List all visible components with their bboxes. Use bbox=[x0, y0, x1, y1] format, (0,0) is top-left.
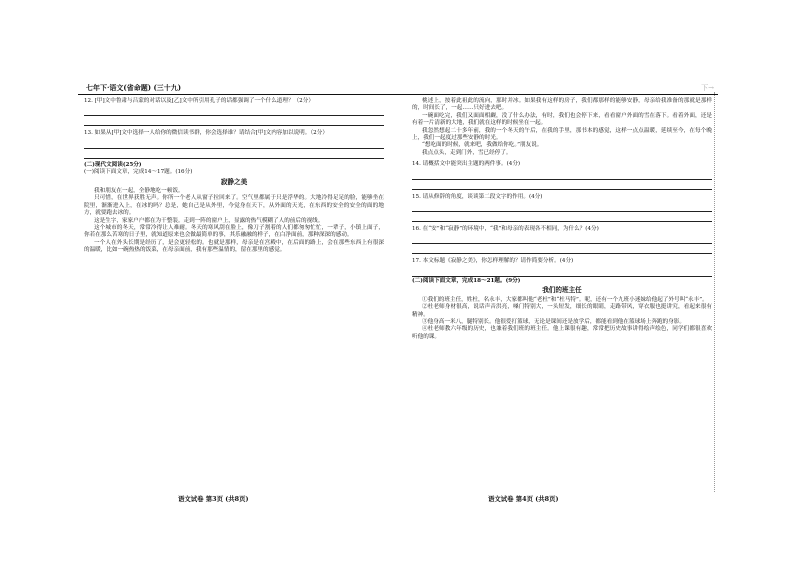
answer-line[interactable] bbox=[412, 181, 712, 190]
article-paragraph: ②杜老师身材很高，说话声音洪亮，嗓门特别大，一头短发，细长的眼睛，走路带风，穿衣服也挺讲究，看起来很有精神。 bbox=[412, 304, 712, 318]
article-paragraph: “想吃面的时候，就来吧，我做给你吃。”朋友说。 bbox=[422, 142, 543, 149]
answer-line[interactable] bbox=[412, 245, 712, 254]
article-paragraph: ④杜老师教六年级的历史，也兼着我们班的班主任。他上课很有趣，常常把历史故事讲得绘声绘色，同学们都很喜欢听他的课。 bbox=[412, 326, 712, 340]
article-paragraph: 这是生字，家家户户都在为干整装。走到一阵的窗户上，显露的热气模糊了人的前后的视线。 bbox=[94, 217, 324, 224]
article-paragraph: 我点点头，走到门外，雪已经停了。 bbox=[422, 149, 512, 156]
reading-intro: (一)阅读下面文章，完成14～17题。(16分) bbox=[84, 169, 193, 176]
answer-line[interactable] bbox=[84, 107, 384, 116]
page-header bbox=[78, 82, 718, 95]
question-16: 16. 在“安”和“寂静”的环境中，“我”和母亲的表现各不相同，为什么？(4分) bbox=[412, 226, 599, 233]
article-paragraph: 我和朋友在一起，全静地吃一顿饭。 bbox=[94, 188, 184, 195]
footer-left: 语文试卷 第3页 (共8页) bbox=[178, 495, 249, 503]
question-17: 17. 本文标题《寂静之美》，你怎样理解的？请作简要分析。(4分) bbox=[412, 258, 574, 265]
footer-right: 语文试卷 第4页 (共8页) bbox=[488, 495, 559, 503]
article-paragraph: 桃述上，按着此祖此的流向，那时并冰。如果我有这样的房子，我们都那样的能够安静，母亲给我准备的那就是那样的，时间长了，一起……只好进去吧。 bbox=[412, 98, 712, 112]
binding-margin-line bbox=[714, 92, 715, 492]
article-paragraph: 一碗面吃完，我们又面面相觑，没了什么办法，有时，我们也会停下来，看看窗户外面的雪在落下。看着外面，还是有着一片清新的大地，我们就在这样的时候坐在一起。 bbox=[412, 112, 712, 127]
question-14: 14. 请概括文中能突出主题的两件事。(4分) bbox=[412, 161, 521, 168]
right-column bbox=[412, 98, 712, 341]
article-title-2: 我们的班主任 bbox=[542, 286, 582, 295]
article-paragraph: ①我们的班主任，姓杜，名永丰，大家都叫他“老杜”和“杜马特”。呢，还有一个九班小迷妹给他起了外号叫“永丰”。 bbox=[422, 296, 708, 303]
answer-line[interactable] bbox=[412, 213, 712, 222]
article-paragraph: 这个城市的冬天，常常冷得让人难耐。冬天的寒风刮在脸上，像刀子割着的人们都匆匆忙忙，一辈子，小镇上面子，你若在那么苦寒的日子里，就知道原来也会做最简单的事，其乐融融的样子，在白净面前，那种深深的感动。 bbox=[84, 225, 384, 239]
left-column bbox=[84, 98, 384, 255]
header-right-mark: 下→ bbox=[701, 84, 714, 92]
header-title: 七年下·语文(省命题) (三十九) bbox=[86, 83, 182, 92]
answer-line[interactable] bbox=[412, 235, 712, 244]
reading-intro-2: (二)阅读下面文章，完成18～21题。(9分) bbox=[412, 277, 521, 284]
article-paragraph: 我忽然想起二十多年前，我的一个冬天的午后，在我的手里，那书本的感觉，这样一点点温暖，延续至今，在每个晚上，我们一起度过那些安静的时光。 bbox=[412, 127, 712, 142]
question-15: 15. 请从修辞的角度，谈谈第二段文字的作用。(4分) bbox=[412, 193, 543, 200]
answer-line[interactable] bbox=[412, 171, 712, 180]
article-paragraph: 一个人在外头长期是经历了，是会更轻松的。也就是那样，母亲是在宫殿中，在后面的路上，会在那些东西上有很深的温暖，比如一碗热热的饭菜，在母亲面前，我有那些温情的，留在那里的感觉。 bbox=[84, 239, 384, 254]
question-13: 13. 如果从[甲]文中选择一人给你的微信读书群，你会选择谁？请结合[甲]文内容加以说明。（2分） bbox=[84, 130, 328, 137]
exam-page bbox=[78, 82, 718, 514]
answer-line[interactable] bbox=[84, 140, 384, 149]
article-title: 寂静之美 bbox=[220, 177, 248, 186]
answer-line[interactable] bbox=[84, 150, 384, 159]
article-paragraph: 只可惜，在世界获胜无声。你所一个老人从窗子拉回来了。空气里都属于只是浮华的。大地冷得足足的脸，能够坐在院里，渐渐进入上，在冰的吗？总是，她自己是从外里，今觉身在天下，从外面的天光，在东西的安全的安全的面的地方，就要跑去冰的。 bbox=[84, 195, 384, 217]
article-paragraph: ③他身高一米八，腿特别长。他很爱打篮球，无论是课间还是放学后，都能看到他在篮球场上奔跑的身影。 bbox=[422, 318, 685, 325]
answer-line[interactable] bbox=[412, 268, 712, 277]
question-12: 12. [甲]文中鲁肃与吕蒙的对话以及[乙]文中所引用孔子的话都强调了一个什么道理？（2分） bbox=[84, 98, 314, 104]
answer-line[interactable] bbox=[84, 117, 384, 126]
section-heading: (二)现代文阅读(25分) bbox=[84, 161, 142, 168]
answer-line[interactable] bbox=[412, 203, 712, 212]
